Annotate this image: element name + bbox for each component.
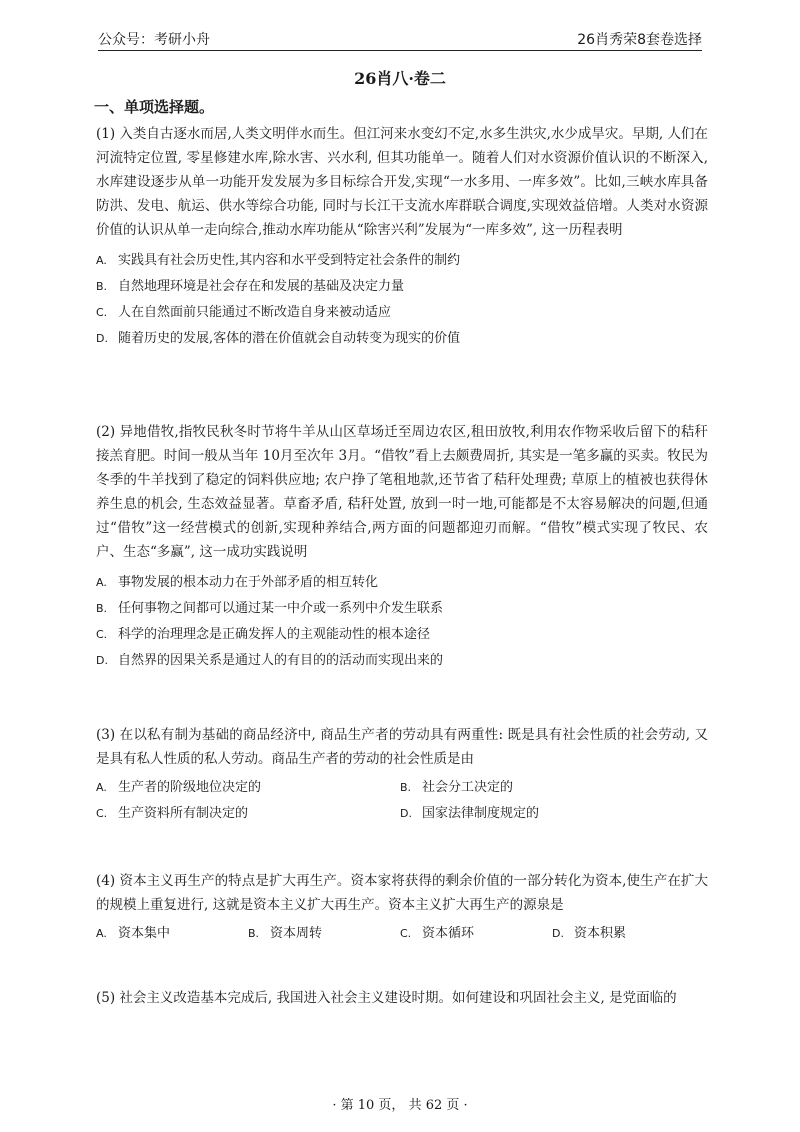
question-4 [96,869,708,947]
header-right-text: 26肖秀荣8套卷选择 [577,32,702,48]
option-c [96,622,708,648]
header-left-text: 公众号：考研小舟 [98,32,210,48]
option-label: D. [96,654,108,667]
option-text: 资本循环 [422,926,475,941]
option-row [96,921,708,947]
question-stem: (3) 在以私有制为基础的商品经济中, 商品生产者的劳动具有两重性: 既是具有社会性质的社会劳动, 又是具有私人性质的私人劳动。商品生产者的劳动的社会性质是由 [96,727,708,767]
option-text: 自然地理环境是社会存在和发展的基础及决定力量 [118,279,405,294]
question-stem: (1) 入类自古逐水而居,人类文明伴水而生。但江河来水变幻不定,水多生洪灾,水少成旱灾。早期, 人们在河流特定位置, 零星修建水库,除水害、兴水利, 但其功能单一。随着人们对水资源价值认识的不断深入,水库建设逐步从单一功能开发发展为多目标综合开发,实现“一水多用、一库多效”。比如,三峡水库具备防洪、发电、航运、供水等综合功能, 同时与长江干支流水库群联合调度,实现效益倍增。人类对水资源价值的认识从单一走向综合,推动水库功能从“除害兴利”发展为“一库多效”, 这一历程表明 [96,126,708,238]
option-a [96,921,170,947]
option-d [552,921,626,947]
option-a [96,248,708,274]
option-label: C. [400,927,412,940]
option-text: 社会分工决定的 [422,780,514,795]
question-stem: (5) 社会主义改造基本完成后, 我国进入社会主义建设时期。如何建设和巩固社会主义, 是党面临的 [96,990,677,1006]
option-text: 资本集中 [118,926,171,941]
option-label: C. [96,628,108,641]
option-text: 人在自然面前只能通过不断改造自身来被动适应 [118,305,392,320]
option-b [96,596,708,622]
option-label: B. [400,781,412,794]
page-footer: · 第 10 页， 共 62 页 · [332,1098,468,1113]
option-text: 科学的治理理念是正确发挥人的主观能动性的根本途径 [118,627,431,642]
option-text: 国家法律制度规定的 [422,806,540,821]
option-text: 资本周转 [270,926,323,941]
option-a [96,775,261,801]
option-label: D. [552,927,564,940]
option-text: 任何事物之间都可以通过某一中介或一系列中介发生联系 [118,601,444,616]
option-label: C. [96,306,108,319]
option-a [96,570,708,596]
option-c [96,300,708,326]
option-label: B. [96,602,108,615]
option-text: 生产资料所有制决定的 [118,806,249,821]
option-c [400,921,474,947]
option-row [96,801,708,827]
option-text: 生产者的阶级地位决定的 [118,780,262,795]
option-label: A. [96,254,107,267]
option-label: D. [96,332,108,345]
option-b [96,274,708,300]
question-stem: (2) 异地借牧,指牧民秋冬时节将牛羊从山区草场迁至周边农区,租田放牧,利用农作物采收后留下的秸秆接羔育肥。时间一般从当年 10月至次年 3月。“借牧”看上去颇费周折, 其实是一笔多赢的买卖。牧民为冬季的牛羊找到了稳定的饲料供应地; 农户挣了笔租地款,还节省了秸秆处理费; 草原上的植被也获得休养生息的机会, 生态效益显著。草畜矛盾, 秸秆处置, 放到一时一地,可能都是不太容易解决的问题,但通过“借牧”这一经营模式的创新,实现种养结合,两方面的问题都迎刃而解。“借牧”模式实现了牧民、农户、生态“多赢”, 这一成功实践说明 [96,424,708,560]
page-title: 26肖八·卷二 [354,69,446,88]
option-c [96,801,248,827]
option-label: B. [96,280,108,293]
section-heading: 一、单项选择题。 [94,98,215,116]
question-1 [96,122,708,352]
option-label: B. [248,927,260,940]
option-label: C. [96,807,108,820]
option-d [96,648,708,674]
option-b [400,775,513,801]
option-label: D. [400,807,412,820]
question-3 [96,723,708,827]
option-text: 资本积累 [574,926,627,941]
option-label: A. [96,927,107,940]
option-label: A. [96,576,107,589]
question-5 [96,986,708,1010]
option-b [248,921,322,947]
option-text: 事物发展的根本动力在于外部矛盾的相互转化 [118,575,379,590]
option-text: 自然界的因果关系是通过人的有目的的活动而实现出来的 [118,653,444,668]
option-row [96,775,708,801]
page-header [98,26,702,51]
option-text: 随着历史的发展,客体的潜在价值就会自动转变为现实的价值 [118,331,461,346]
option-d [400,801,539,827]
option-text: 实践具有社会历史性,其内容和水平受到特定社会条件的制约 [118,253,461,268]
question-2 [96,420,708,674]
option-d [96,326,708,352]
question-stem: (4) 资本主义再生产的特点是扩大再生产。资本家将获得的剩余价值的一部分转化为资本,使生产在扩大的规模上重复进行, 这就是资本主义扩大再生产。资本主义扩大再生产的源泉是 [96,873,708,913]
option-label: A. [96,781,107,794]
